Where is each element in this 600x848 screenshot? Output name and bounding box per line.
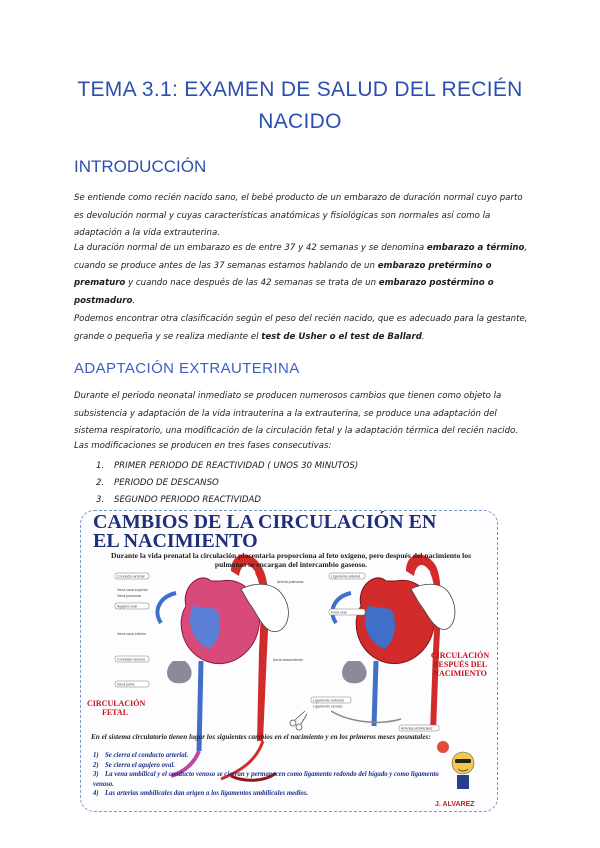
circulation-figure — [80, 510, 498, 812]
figure-subtitle: Durante la vida prenatal la circulación placentaria proporciona al feto oxígeno, pero después del nacimiento los pulmones se encargan del intercambio gaseoso. — [111, 551, 471, 569]
tiny-label: Vena porta — [117, 682, 135, 687]
term-embarazo-postermino: embarazo postérmino o postmaduro — [74, 278, 494, 306]
intro-paragraph-3 — [74, 311, 532, 346]
scissors-icon — [290, 711, 307, 730]
tiny-label: Ligamento redondo — [313, 698, 344, 703]
list-number: 1. — [96, 461, 105, 471]
p2-text-a: La duración normal de un embarazo es de entre 37 y 42 semanas y se denomina — [74, 243, 427, 253]
list-item — [93, 761, 443, 771]
list-item — [93, 751, 443, 761]
list-item — [96, 475, 358, 492]
list-text: Se cierra el conducto arterial. — [105, 752, 189, 759]
tiny-label: Aorta descendente — [273, 658, 304, 662]
list-text: SEGUNDO PERIODO REACTIVIDAD — [114, 495, 261, 505]
fetal-heart-diagram — [115, 555, 304, 781]
figure-title-line-2: EL NACIMIENTO — [93, 530, 258, 552]
figure-changes-list — [93, 751, 443, 799]
list-item — [93, 789, 443, 799]
term-embarazo-pretermino: embarazo pretérmino o prematuro — [74, 260, 492, 288]
tiny-label: Conducto arterial — [117, 574, 145, 579]
p3-text-c: . — [421, 331, 425, 342]
term-test-usher-ballard: test de Usher o el test de Ballard — [261, 331, 422, 342]
label-fetal-circulation: CIRCULACIÓN FETAL — [87, 699, 146, 717]
list-number: 4) — [93, 790, 99, 798]
p2-text-d: y cuando nace después de las 42 semanas se trata de un — [125, 278, 379, 288]
list-text: Se cierra el agujero oval. — [105, 761, 176, 769]
list-text: PRIMER PERIODO DE REACTIVIDAD ( UNOS 30 MINUTOS) — [114, 461, 359, 471]
list-number: 2) — [93, 761, 99, 769]
tiny-label: Conducto venoso — [117, 657, 145, 662]
tiny-label: Vena cava inferior — [117, 632, 146, 636]
list-text: La vena umbilical y el conducto venoso se cierran y permanecen como ligamento redondo del hígado y como ligamento venoso. — [93, 771, 439, 788]
p2-text-e: . — [132, 295, 136, 306]
p3-text-a: Podemos encontrar otra clasificación según el peso del recién nacido, que es adecuado para la gestante, grande o pequeña y se realiza mediante el — [74, 314, 528, 342]
list-number: 1) — [93, 752, 99, 759]
adaptation-paragraph-1: Durante el periodo neonatal inmediato se producen numerosos cambios que tienen como objeto la subsistencia y adaptación de la vida intrauterina a la extrauterina, se produce una adaptación del sistema respiratorio, una modificación de la circulación fetal y la adaptación térmica del recién nacido. — [74, 391, 519, 436]
figure-title — [93, 513, 493, 551]
list-item — [93, 770, 443, 789]
list-item — [96, 458, 358, 475]
author-credit: J. ALVAREZ — [435, 801, 475, 808]
tiny-label: Arteria pulmonar — [277, 580, 304, 584]
tiny-label: Fosa oval — [331, 610, 347, 615]
tiny-label: Ligamento arterial — [331, 574, 360, 579]
tiny-label: Ligamento venoso — [313, 704, 343, 709]
list-number: 2. — [96, 478, 105, 488]
list-item — [96, 492, 358, 509]
figure-title-line-1: CAMBIOS DE LA CIRCULACIÓN EN — [93, 511, 437, 533]
page-title — [40, 74, 560, 138]
intro-heading: INTRODUCCIÓN — [74, 157, 207, 176]
tiny-label: Vena pulmonar — [117, 594, 142, 598]
adaptation-paragraph-2: Las modificaciones se producen en tres fases consecutivas: — [74, 441, 332, 451]
title-line-2: NACIDO — [258, 110, 342, 133]
tiny-label: Vena cava superior — [117, 588, 148, 592]
list-text: PERIODO DE DESCANSO — [114, 478, 219, 488]
label-postnatal-circulation: CIRCULACIÓN DESPUÉS DEL NACIMIENTO — [430, 651, 490, 678]
list-number: 3) — [93, 771, 99, 779]
term-embarazo-a-termino: embarazo a término — [426, 243, 525, 253]
intro-paragraph-2 — [74, 240, 532, 310]
adaptation-heading: ADAPTACIÓN EXTRAUTERINA — [74, 360, 300, 377]
tiny-label: Arterias umbilicales — [401, 726, 433, 731]
postnatal-heart-diagram — [311, 555, 455, 731]
figure-changes-intro: En el sistema circulatorio tienen lugar los siguientes cambios en el nacimiento y en los primeros meses posnatales: — [91, 733, 431, 741]
phases-list — [96, 458, 358, 509]
list-number: 3. — [96, 495, 105, 505]
p2-text-c: , cuando se produce antes de las 37 semanas estamos hablando de un — [74, 243, 528, 271]
intro-paragraph-1: Se entiende como recién nacido sano, el bebé producto de un embarazo de duración normal cuyo parto es devolución normal y cuyas características anatómicas y fisiológicas son normales así como la adaptación a la vida extrauterina. — [74, 193, 523, 238]
list-text: Las arterias umbilicales dan origen a los ligamentos umbilicales medios. — [105, 790, 309, 798]
title-line-1: TEMA 3.1: EXAMEN DE SALUD DEL RECIÉN — [77, 78, 523, 101]
tiny-label: Agujero oval — [117, 604, 137, 609]
